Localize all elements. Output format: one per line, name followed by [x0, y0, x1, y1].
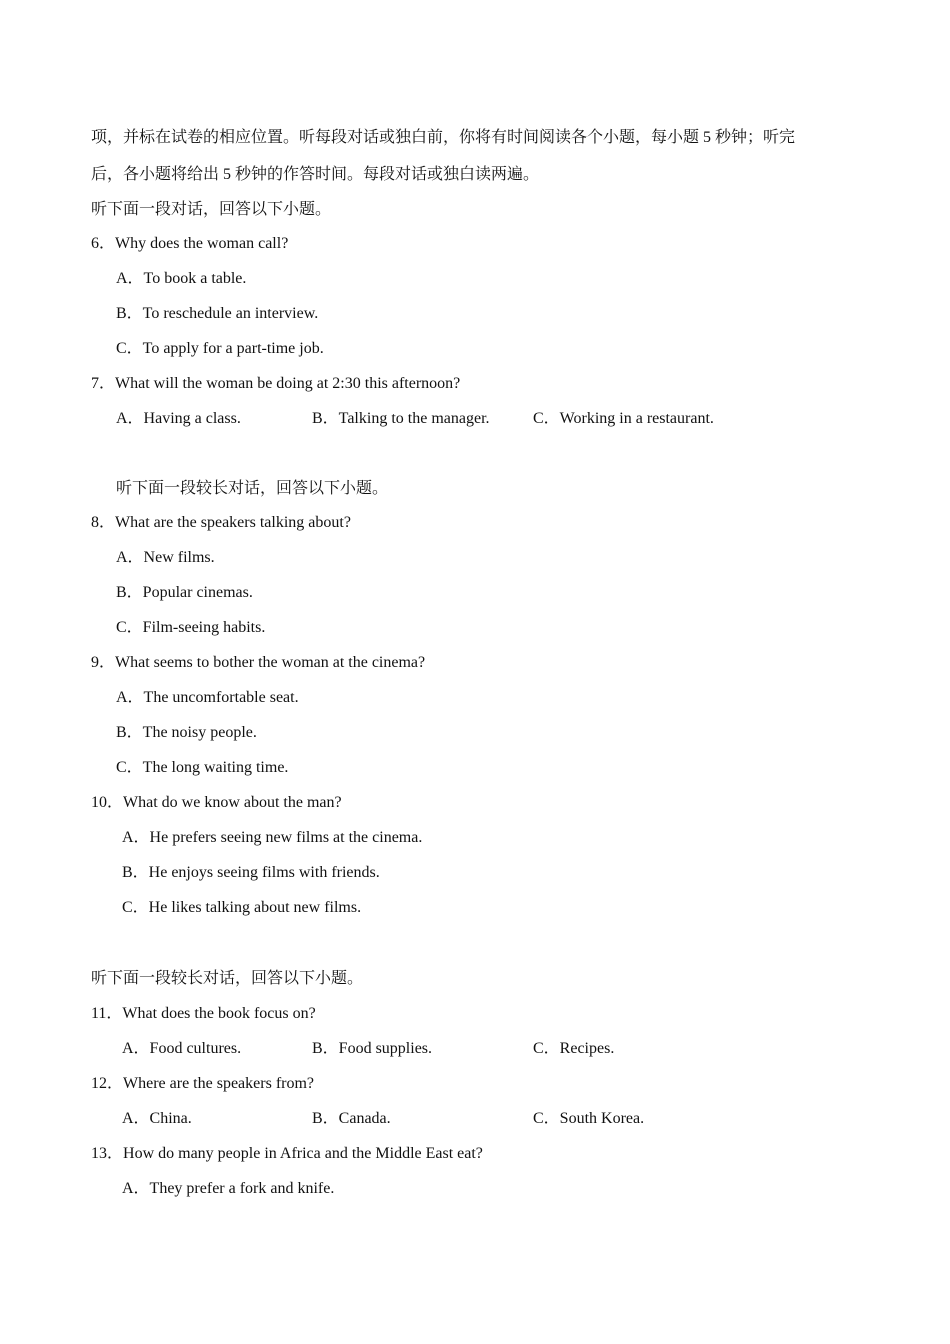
q9-option-a: A．The uncomfortable seat.: [116, 689, 299, 706]
question-number: 7．: [91, 375, 116, 392]
q12-option-b: B．Canada.: [312, 1110, 391, 1127]
question-7: [91, 374, 460, 394]
q10-option-a: A．He prefers seeing new films at the cinema.: [122, 829, 423, 846]
question-10: [91, 793, 342, 813]
q8-option-b: B．Popular cinemas.: [116, 584, 253, 601]
question-13: [91, 1144, 483, 1164]
q7-option-a: A．Having a class.: [116, 410, 241, 427]
question-text: Why does the woman call?: [115, 235, 289, 252]
question-8: [91, 513, 351, 533]
q10-option-c: C．He likes talking about new films.: [122, 899, 362, 916]
q11-option-a: A．Food cultures.: [122, 1040, 242, 1057]
question-6: [91, 234, 288, 254]
question-text: What do we know about the man?: [123, 794, 342, 811]
q12-option-a: A．China.: [122, 1110, 192, 1127]
instructions-line-1: 项，并标在试卷的相应位置。听每段对话或独白前，你将有时间阅读各个小题，每小题 5 秒钟；听完: [91, 129, 796, 146]
section-heading-3: 听下面一段较长对话，回答以下小题。: [91, 970, 364, 987]
q10-option-b: B．He enjoys seeing films with friends.: [122, 864, 380, 881]
question-text: What does the book focus on?: [122, 1005, 316, 1022]
question-number: 8．: [91, 514, 116, 531]
question-12: [91, 1074, 314, 1094]
q6-option-c: C．To apply for a part-time job.: [116, 340, 324, 357]
q13-option-a: A．They prefer a fork and knife.: [122, 1180, 335, 1197]
question-text: What will the woman be doing at 2:30 this afternoon?: [115, 375, 461, 392]
question-text: What are the speakers talking about?: [115, 514, 351, 531]
instructions-line-2: 后，各小题将给出 5 秒钟的作答时间。每段对话或独白读两遍。: [91, 166, 540, 183]
question-number: 10．: [91, 794, 124, 811]
q7-option-c: C．Working in a restaurant.: [533, 410, 714, 427]
question-number: 13．: [91, 1145, 124, 1162]
q9-option-b: B．The noisy people.: [116, 724, 257, 741]
section-heading-1: 听下面一段对话，回答以下小题。: [91, 201, 332, 218]
q7-option-b: B．Talking to the manager.: [312, 410, 490, 427]
question-11: [91, 1004, 316, 1024]
question-9: [91, 653, 425, 673]
question-number: 11．: [91, 1005, 123, 1022]
q11-option-c: C．Recipes.: [533, 1040, 615, 1057]
question-number: 12．: [91, 1075, 124, 1092]
q6-option-b: B．To reschedule an interview.: [116, 305, 319, 322]
q6-option-a: A．To book a table.: [116, 270, 247, 287]
q9-option-c: C．The long waiting time.: [116, 759, 289, 776]
q8-option-c: C．Film-seeing habits.: [116, 619, 266, 636]
question-text: Where are the speakers from?: [123, 1075, 315, 1092]
q11-option-b: B．Food supplies.: [312, 1040, 433, 1057]
question-text: What seems to bother the woman at the cinema?: [115, 654, 426, 671]
q12-option-c: C．South Korea.: [533, 1110, 645, 1127]
question-number: 9．: [91, 654, 116, 671]
question-number: 6．: [91, 235, 116, 252]
question-text: How do many people in Africa and the Middle East eat?: [123, 1145, 483, 1162]
q8-option-a: A．New films.: [116, 549, 215, 566]
section-heading-2: 听下面一段较长对话，回答以下小题。: [116, 480, 389, 497]
